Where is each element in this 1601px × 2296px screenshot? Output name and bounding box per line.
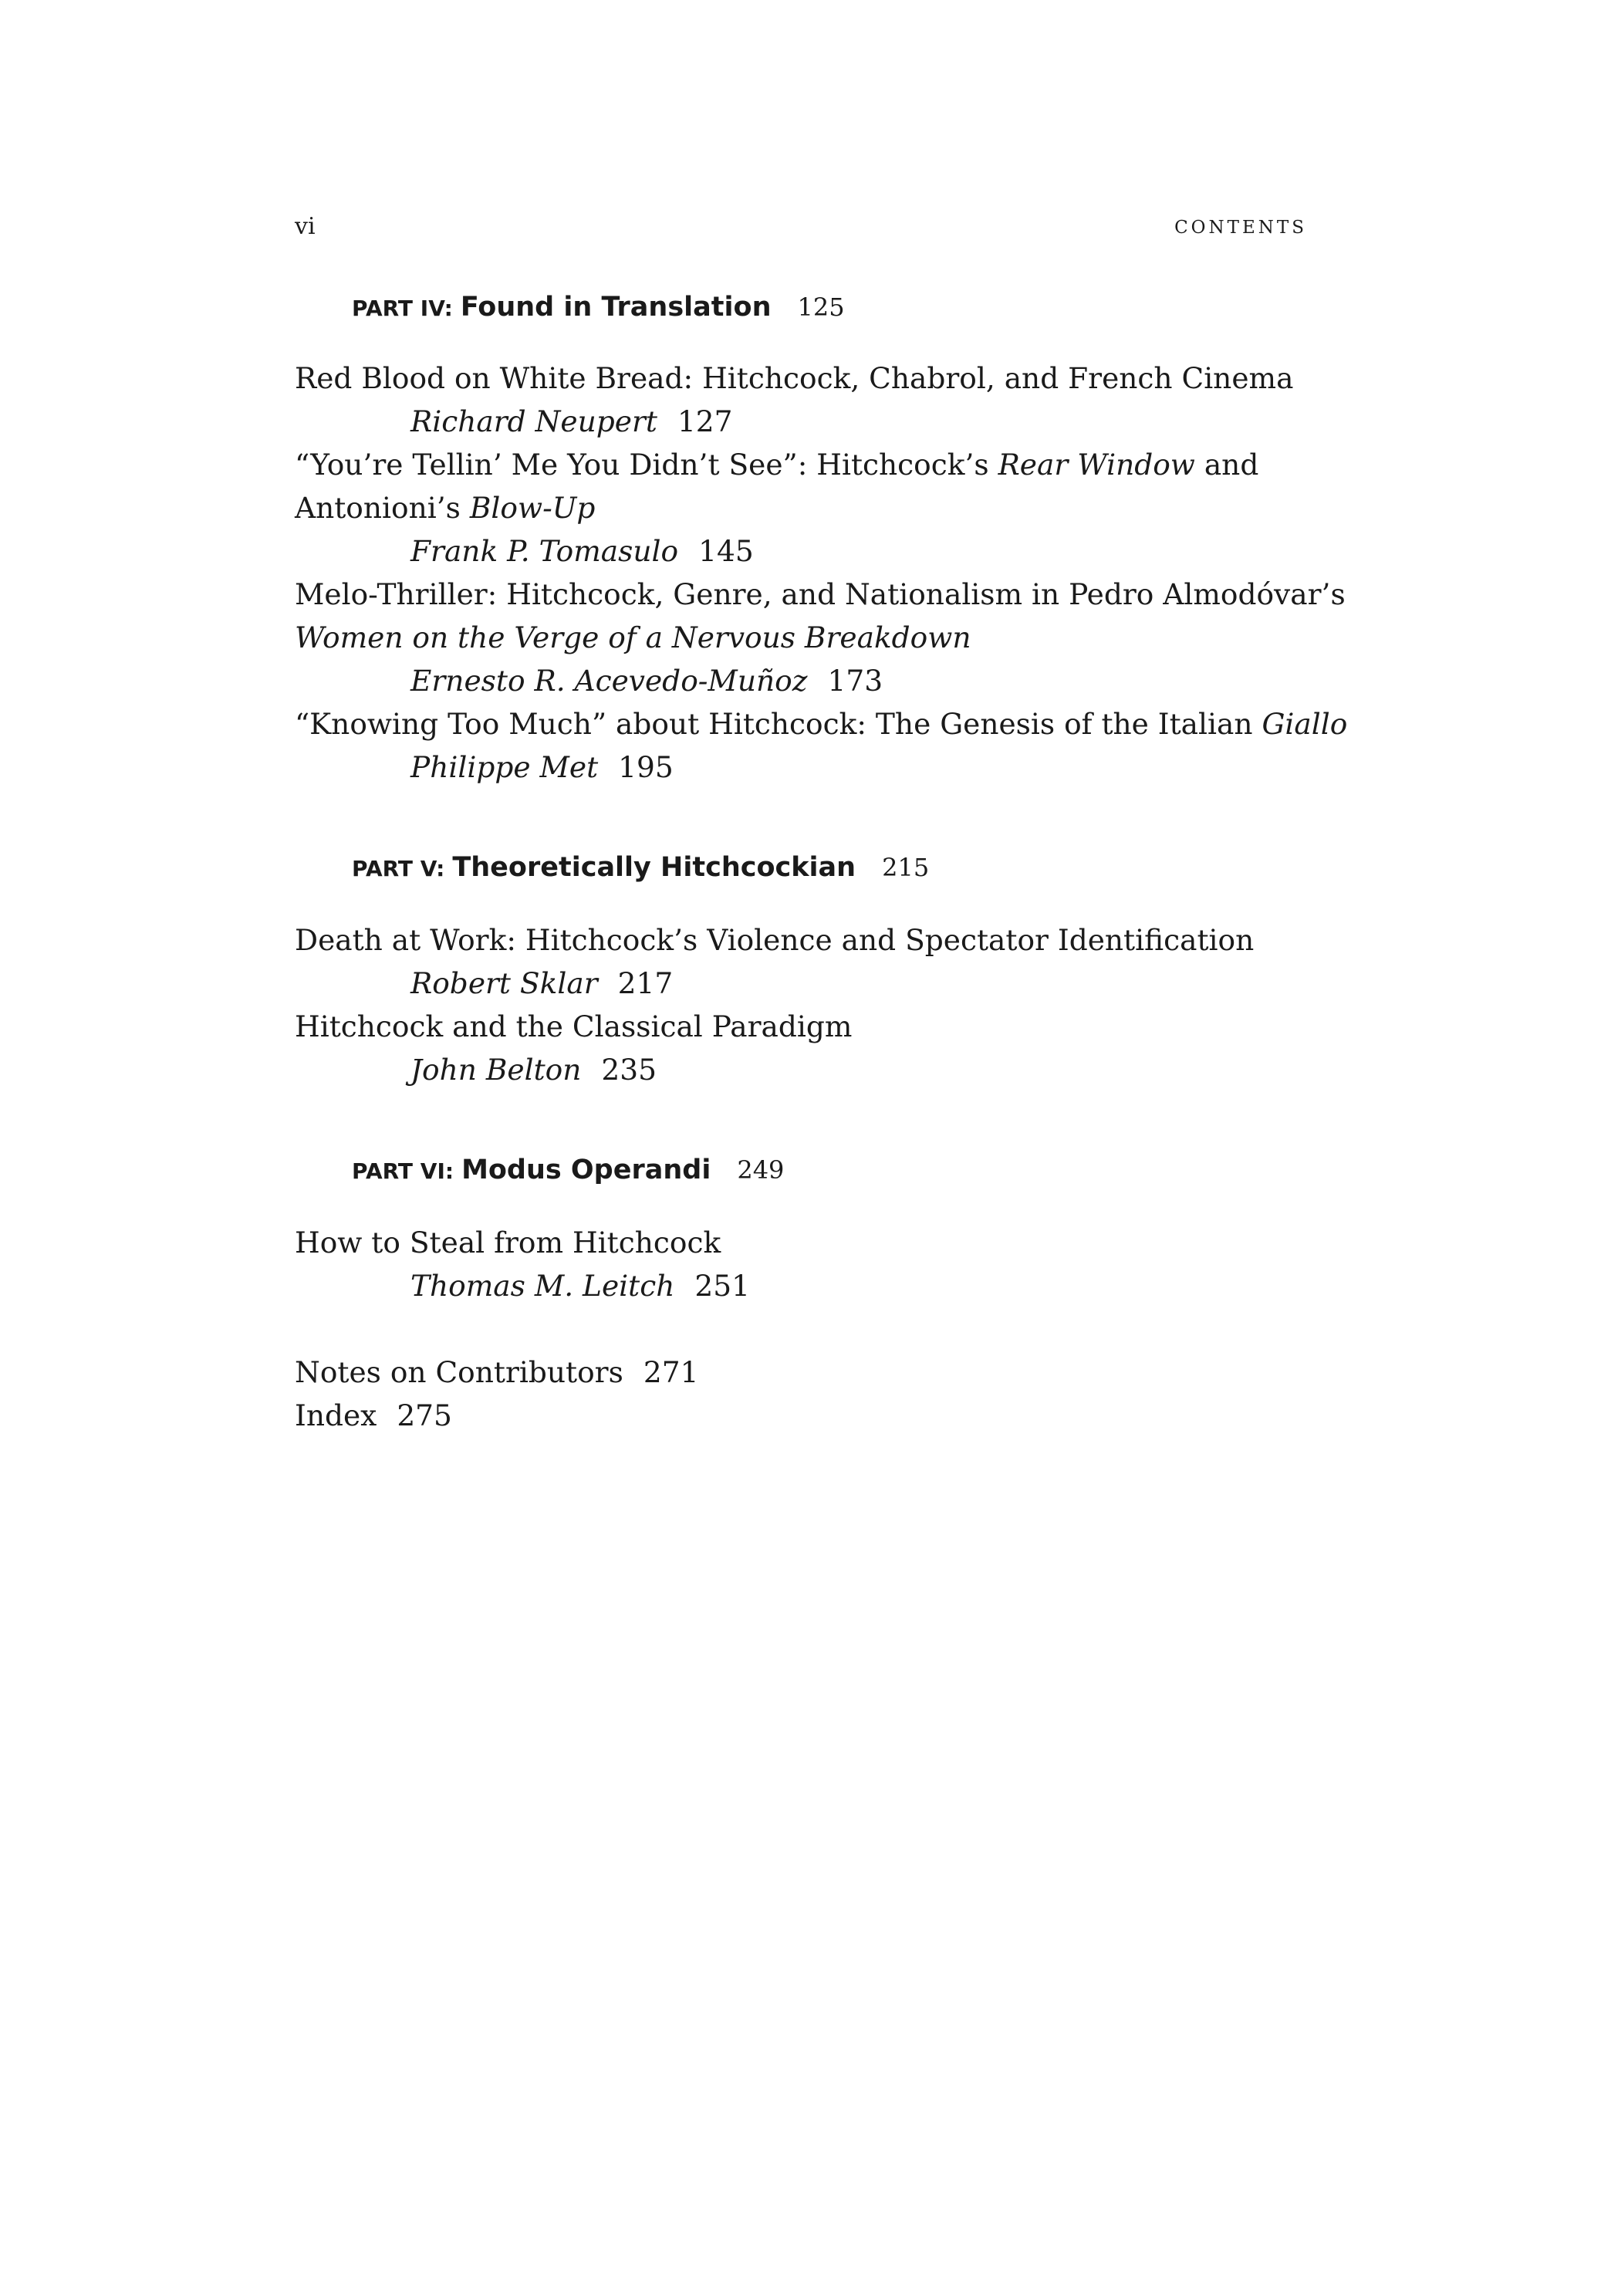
back-matter-item xyxy=(295,1355,698,1389)
running-head: CONTENTS xyxy=(1174,218,1307,238)
entry-title: How to Steal from Hitchcock xyxy=(295,1226,721,1260)
part-title: Theoretically Hitchcockian xyxy=(452,852,856,883)
entry-page: 173 xyxy=(827,664,883,698)
entry-page: 195 xyxy=(618,750,674,784)
entry-author-line xyxy=(410,966,673,1000)
entry-author: Philippe Met xyxy=(410,750,599,784)
back-matter-label: Index xyxy=(295,1398,377,1432)
part-page: 125 xyxy=(797,292,845,322)
page-header xyxy=(295,213,1307,244)
entry-title-text: “Knowing Too Much” about Hitchcock: The Genesis of the Italian xyxy=(295,707,1262,741)
part-heading-v xyxy=(352,852,929,883)
film-title: Rear Window xyxy=(998,448,1195,482)
folio: vi xyxy=(295,213,316,240)
back-matter-label: Notes on Contributors xyxy=(295,1355,623,1389)
entry-author: Richard Neupert xyxy=(410,404,657,438)
part-page: 249 xyxy=(737,1155,785,1185)
back-matter-page: 275 xyxy=(397,1398,452,1432)
back-matter-item xyxy=(295,1398,452,1432)
entry-title xyxy=(295,448,1258,482)
entry-title-continued xyxy=(295,491,595,525)
entry-author: Robert Sklar xyxy=(410,966,598,1000)
entry-author-line xyxy=(410,404,733,438)
entry-title: Melo-Thriller: Hitchcock, Genre, and Nationalism in Pedro Almodóvar’s xyxy=(295,577,1346,611)
part-heading-iv xyxy=(352,292,845,323)
entry-title: Death at Work: Hitchcock’s Violence and Spectator Identification xyxy=(295,923,1255,957)
entry-title-text: Antonioni’s xyxy=(295,491,470,525)
genre-term: Giallo xyxy=(1262,707,1348,741)
entry-author-line xyxy=(410,750,674,784)
entry-page: 217 xyxy=(617,966,674,1000)
part-label: PART IV: xyxy=(352,296,453,321)
entry-author-line xyxy=(410,1269,750,1303)
entry-page: 127 xyxy=(677,404,733,438)
part-title: Modus Operandi xyxy=(461,1155,711,1185)
entry-author: Frank P. Tomasulo xyxy=(410,534,679,568)
film-title: Women on the Verge of a Nervous Breakdown xyxy=(295,620,971,654)
film-title: Blow-Up xyxy=(469,491,596,525)
entry-page: 235 xyxy=(601,1053,657,1087)
entry-title-text: “You’re Tellin’ Me You Didn’t See”: Hitchcock’s xyxy=(295,448,998,482)
entry-author-line xyxy=(410,534,754,568)
entry-author: Thomas M. Leitch xyxy=(410,1269,675,1303)
entry-title-text: and xyxy=(1194,448,1259,482)
entry-author: Ernesto R. Acevedo-Muñoz xyxy=(410,664,808,698)
entry-title xyxy=(295,707,1347,741)
part-heading-vi xyxy=(352,1155,784,1185)
back-matter-page: 271 xyxy=(643,1355,699,1389)
part-title: Found in Translation xyxy=(460,292,772,323)
entry-title: Red Blood on White Bread: Hitchcock, Chabrol, and French Cinema xyxy=(295,361,1294,395)
entry-author-line xyxy=(410,664,883,698)
entry-title: Hitchcock and the Classical Paradigm xyxy=(295,1009,853,1043)
entry-page: 145 xyxy=(698,534,754,568)
part-label: PART VI: xyxy=(352,1158,454,1184)
part-page: 215 xyxy=(882,853,930,882)
part-label: PART V: xyxy=(352,856,445,881)
entry-page: 251 xyxy=(694,1269,750,1303)
entry-author: John Belton xyxy=(410,1053,582,1087)
entry-author-line xyxy=(410,1053,657,1087)
